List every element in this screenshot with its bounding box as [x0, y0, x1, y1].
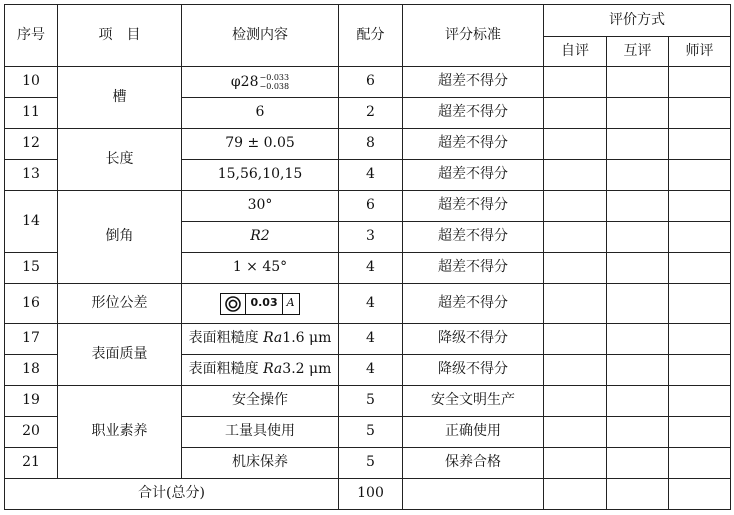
teacher-eval-cell[interactable] [669, 191, 731, 222]
table-row [5, 129, 731, 160]
total-row [5, 479, 731, 510]
teacher-eval-total-cell[interactable] [669, 479, 731, 510]
row-criteria: 超差不得分 [403, 98, 544, 129]
dimension-main: φ28 [230, 74, 259, 90]
peer-eval-cell[interactable] [607, 448, 669, 479]
self-eval-cell[interactable] [544, 191, 607, 222]
header-eval: 评价方式 [544, 5, 731, 37]
row-no: 11 [5, 98, 58, 129]
peer-eval-cell[interactable] [607, 417, 669, 448]
row-content: 6 [182, 98, 339, 129]
row-score: 5 [339, 386, 403, 417]
row-criteria: 超差不得分 [403, 191, 544, 222]
peer-eval-cell[interactable] [607, 160, 669, 191]
tolerance-upper: −0.033 [259, 73, 290, 82]
peer-eval-cell[interactable] [607, 222, 669, 253]
teacher-eval-cell[interactable] [669, 284, 731, 324]
total-criteria-cell [403, 479, 544, 510]
teacher-eval-cell[interactable] [669, 98, 731, 129]
total-score: 100 [339, 479, 403, 510]
total-label: 合计(总分) [5, 479, 339, 510]
row-no: 17 [5, 324, 58, 355]
row-content [182, 67, 339, 98]
self-eval-cell[interactable] [544, 129, 607, 160]
row-score: 5 [339, 417, 403, 448]
row-content: 30° [182, 191, 339, 222]
table-row [5, 386, 731, 417]
row-no: 14 [5, 191, 58, 253]
row-content [182, 284, 339, 324]
header-teacher: 师评 [669, 37, 731, 67]
self-eval-cell[interactable] [544, 417, 607, 448]
row-item: 槽 [58, 67, 182, 129]
peer-eval-cell[interactable] [607, 129, 669, 160]
row-criteria: 超差不得分 [403, 129, 544, 160]
row-criteria: 降级不得分 [403, 324, 544, 355]
score-table [4, 4, 731, 510]
self-eval-cell[interactable] [544, 222, 607, 253]
row-no: 10 [5, 67, 58, 98]
peer-eval-cell[interactable] [607, 284, 669, 324]
ra-symbol: Ra [263, 330, 283, 347]
teacher-eval-cell[interactable] [669, 417, 731, 448]
row-criteria: 保养合格 [403, 448, 544, 479]
teacher-eval-cell[interactable] [669, 324, 731, 355]
row-content [182, 324, 339, 355]
peer-eval-cell[interactable] [607, 98, 669, 129]
teacher-eval-cell[interactable] [669, 253, 731, 284]
table-row [5, 67, 731, 98]
row-score: 4 [339, 253, 403, 284]
self-eval-cell[interactable] [544, 160, 607, 191]
row-score: 6 [339, 67, 403, 98]
self-eval-cell[interactable] [544, 98, 607, 129]
row-criteria: 超差不得分 [403, 284, 544, 324]
teacher-eval-cell[interactable] [669, 160, 731, 191]
peer-eval-total-cell[interactable] [607, 479, 669, 510]
peer-eval-cell[interactable] [607, 355, 669, 386]
row-score: 8 [339, 129, 403, 160]
row-item: 形位公差 [58, 284, 182, 324]
ra-symbol: Ra [263, 361, 283, 378]
row-no: 15 [5, 253, 58, 284]
row-no: 18 [5, 355, 58, 386]
row-score: 4 [339, 284, 403, 324]
teacher-eval-cell[interactable] [669, 386, 731, 417]
row-score: 4 [339, 160, 403, 191]
self-eval-cell[interactable] [544, 284, 607, 324]
row-score: 4 [339, 355, 403, 386]
gdt-tolerance-value: 0.03 [246, 294, 282, 314]
row-content: 1 × 45° [182, 253, 339, 284]
header-criteria: 评分标准 [403, 5, 544, 67]
self-eval-cell[interactable] [544, 448, 607, 479]
peer-eval-cell[interactable] [607, 386, 669, 417]
row-score: 5 [339, 448, 403, 479]
concentricity-icon [221, 294, 246, 314]
row-content: 机床保养 [182, 448, 339, 479]
teacher-eval-cell[interactable] [669, 448, 731, 479]
row-criteria: 超差不得分 [403, 222, 544, 253]
row-no: 13 [5, 160, 58, 191]
table-row [5, 284, 731, 324]
self-eval-total-cell[interactable] [544, 479, 607, 510]
row-content: 安全操作 [182, 386, 339, 417]
row-item: 表面质量 [58, 324, 182, 386]
tolerance-stack [260, 73, 290, 91]
row-content: 工量具使用 [182, 417, 339, 448]
row-item: 职业素养 [58, 386, 182, 479]
header-self: 自评 [544, 37, 607, 67]
row-content [182, 355, 339, 386]
header-peer: 互评 [607, 37, 669, 67]
row-content: 79 ± 0.05 [182, 129, 339, 160]
row-criteria: 超差不得分 [403, 160, 544, 191]
row-no: 12 [5, 129, 58, 160]
roughness-value: 1.6 μm [282, 330, 332, 347]
row-score: 2 [339, 98, 403, 129]
self-eval-cell[interactable] [544, 355, 607, 386]
row-content: 15,56,10,15 [182, 160, 339, 191]
header-content: 检测内容 [182, 5, 339, 67]
peer-eval-cell[interactable] [607, 253, 669, 284]
row-criteria: 超差不得分 [403, 253, 544, 284]
tolerance-lower: −0.038 [259, 82, 290, 91]
row-item: 倒角 [58, 191, 182, 284]
row-score: 6 [339, 191, 403, 222]
row-criteria: 正确使用 [403, 417, 544, 448]
teacher-eval-cell[interactable] [669, 222, 731, 253]
self-eval-cell[interactable] [544, 386, 607, 417]
self-eval-cell[interactable] [544, 67, 607, 98]
header-score: 配分 [339, 5, 403, 67]
gdt-datum: A [286, 296, 295, 310]
row-score: 4 [339, 324, 403, 355]
row-criteria: 降级不得分 [403, 355, 544, 386]
gdt-frame [220, 293, 299, 315]
self-eval-cell[interactable] [544, 324, 607, 355]
row-criteria: 安全文明生产 [403, 386, 544, 417]
peer-eval-cell[interactable] [607, 67, 669, 98]
peer-eval-cell[interactable] [607, 324, 669, 355]
roughness-label: 表面粗糙度 [188, 361, 264, 378]
row-criteria: 超差不得分 [403, 67, 544, 98]
teacher-eval-cell[interactable] [669, 67, 731, 98]
table-row [5, 324, 731, 355]
row-no: 21 [5, 448, 58, 479]
roughness-value: 3.2 μm [282, 361, 332, 378]
teacher-eval-cell[interactable] [669, 355, 731, 386]
row-no: 16 [5, 284, 58, 324]
peer-eval-cell[interactable] [607, 191, 669, 222]
header-item: 项 目 [58, 5, 182, 67]
self-eval-cell[interactable] [544, 253, 607, 284]
row-no: 20 [5, 417, 58, 448]
row-score: 3 [339, 222, 403, 253]
row-no: 19 [5, 386, 58, 417]
header-seq: 序号 [5, 5, 58, 67]
roughness-label: 表面粗糙度 [188, 330, 264, 347]
table-row [5, 191, 731, 222]
row-content: R2 [182, 222, 339, 253]
row-item: 长度 [58, 129, 182, 191]
teacher-eval-cell[interactable] [669, 129, 731, 160]
